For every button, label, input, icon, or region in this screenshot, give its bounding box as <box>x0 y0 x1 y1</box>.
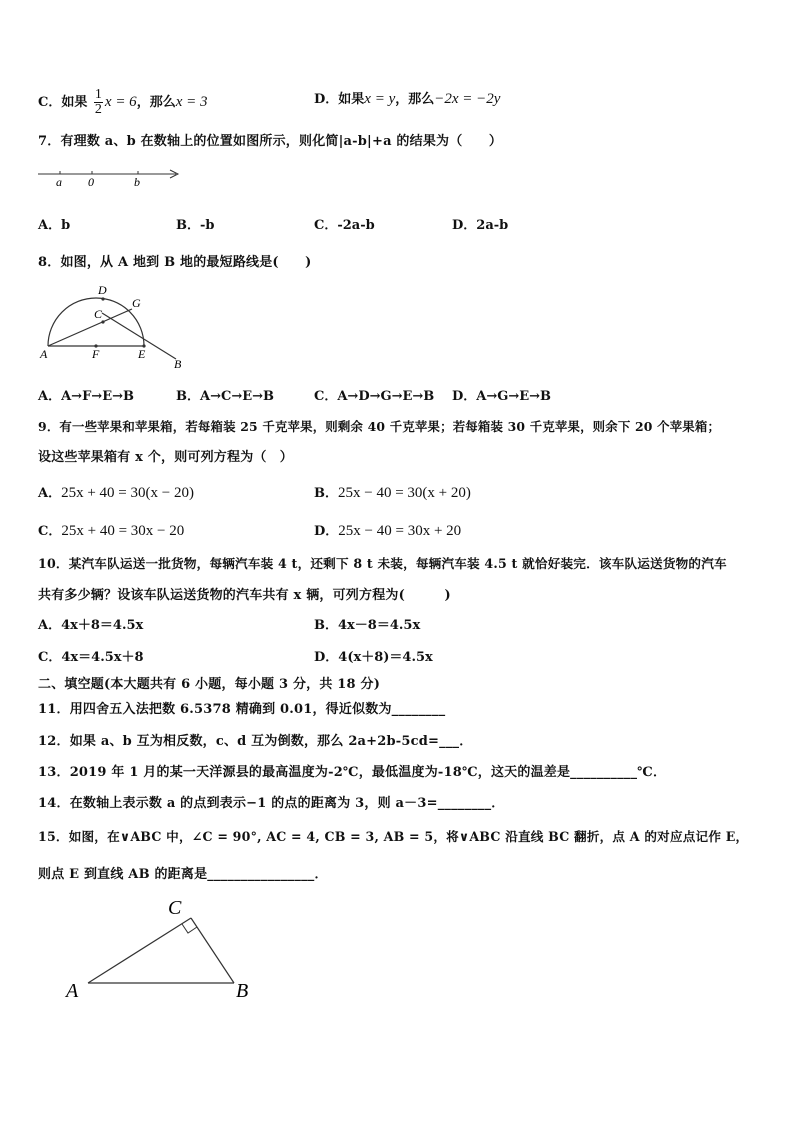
section-heading: 二、填空题(本大题共有 6 小题，每小题 3 分，共 18 分) <box>38 677 381 692</box>
q8-option-c: C．A→D→G→E→B <box>314 389 435 404</box>
q14-text: 14．在数轴上表示数 a 的点到表示−1 的点的距离为 3，则 a－3=________． <box>38 796 505 811</box>
point-label-d: D <box>98 283 107 297</box>
q9-option-b: B．25x − 40 = 30(x + 20) <box>314 485 471 501</box>
q9-stem-line2: 设这些苹果箱有 x 个，则可列方程为（ ） <box>38 450 294 465</box>
q9-stem-line1: 9．有一些苹果和苹果箱，若每箱装 25 千克苹果，则剩余 40 千克苹果；若每箱装 30 千克苹果，则余下 20 个苹果箱； <box>38 419 721 434</box>
q7-option-a: A．b <box>38 218 71 233</box>
q9-option-c: C．25x + 40 = 30x − 20 <box>38 523 185 539</box>
q12-text: 12．如果 a、b 互为相反数，c、d 互为倒数，那么 2a+2b-5cd=___． <box>38 734 473 749</box>
q9-option-a: A．25x + 40 = 30(x − 20) <box>38 485 194 501</box>
vertex-label-b: B <box>236 980 249 1002</box>
q15-stem-line1: 15．如图，在∨ABC 中，∠C = 90°, AC = 4, CB = 3, AB = 5，将∨ABC 沿直线 BC 翻折，点 A 的对应点记作 E， <box>38 829 749 844</box>
q8-option-b: B．A→C→E→B <box>176 389 274 404</box>
q6-option-c: C．如果 $\frac{1}{2}$ x = 6，那么x = 3 <box>38 87 208 117</box>
point-label-b: B <box>174 357 182 371</box>
q10-option-a: A．4x＋8＝4.5x <box>38 618 144 633</box>
q7-option-b: B．-b <box>176 218 215 233</box>
q13-text: 13．2019 年 1 月的某一天洋源县的最高温度为-2℃，最低温度为-18℃，这天的温差是__________℃． <box>38 765 667 780</box>
point-label-a: A <box>40 347 48 361</box>
point-label-f: F <box>92 347 100 361</box>
point-label-g: G <box>132 296 141 310</box>
vertex-label-a: A <box>66 980 79 1002</box>
q10-option-b: B．4x－8＝4.5x <box>314 618 421 633</box>
q8-option-a: A．A→F→E→B <box>38 389 134 404</box>
axis-label-b: b <box>134 175 140 189</box>
number-line-figure <box>36 164 184 190</box>
semicircle-route-figure <box>36 280 196 372</box>
q8-option-d: D．A→G→E→B <box>452 389 552 404</box>
axis-label-a: a <box>56 175 62 189</box>
q7-option-d: D．2a-b <box>452 218 509 233</box>
q10-stem-line2: 共有多少辆？设该车队运送货物的汽车共有 x 辆，可列方程为( ) <box>38 588 451 603</box>
q10-option-c: C．4x＝4.5x＋8 <box>38 650 144 665</box>
point-label-e: E <box>138 347 146 361</box>
q6-option-d: D．如果x = y，那么−2x = −2y <box>314 91 501 107</box>
right-triangle-figure <box>60 894 260 1004</box>
q10-option-d: D．4(x＋8)＝4.5x <box>314 650 433 665</box>
q10-stem-line1: 10．某汽车队运送一批货物，每辆汽车装 4 t，还剩下 8 t 未装，每辆汽车装 4.5 t 就恰好装完．该车队运送货物的汽车 <box>38 556 727 571</box>
q7-option-c: C．-2a-b <box>314 218 375 233</box>
fraction: $\frac{1}{2}$ <box>94 87 102 117</box>
q15-stem-line2: 则点 E 到直线 AB 的距离是________________． <box>38 867 328 882</box>
q9-option-d: D．25x − 40 = 30x + 20 <box>314 523 462 539</box>
vertex-label-c: C <box>168 897 182 919</box>
q11-text: 11．用四舍五入法把数 6.5378 精确到 0.01，得近似数为________ <box>38 702 446 717</box>
axis-label-0: 0 <box>88 175 94 189</box>
q7-stem: 7．有理数 a、b 在数轴上的位置如图所示，则化简|a-b|+a 的结果为（ ） <box>38 134 503 149</box>
q8-stem: 8．如图，从 A 地到 B 地的最短路线是( ) <box>38 255 312 270</box>
point-label-c: C <box>94 307 103 321</box>
